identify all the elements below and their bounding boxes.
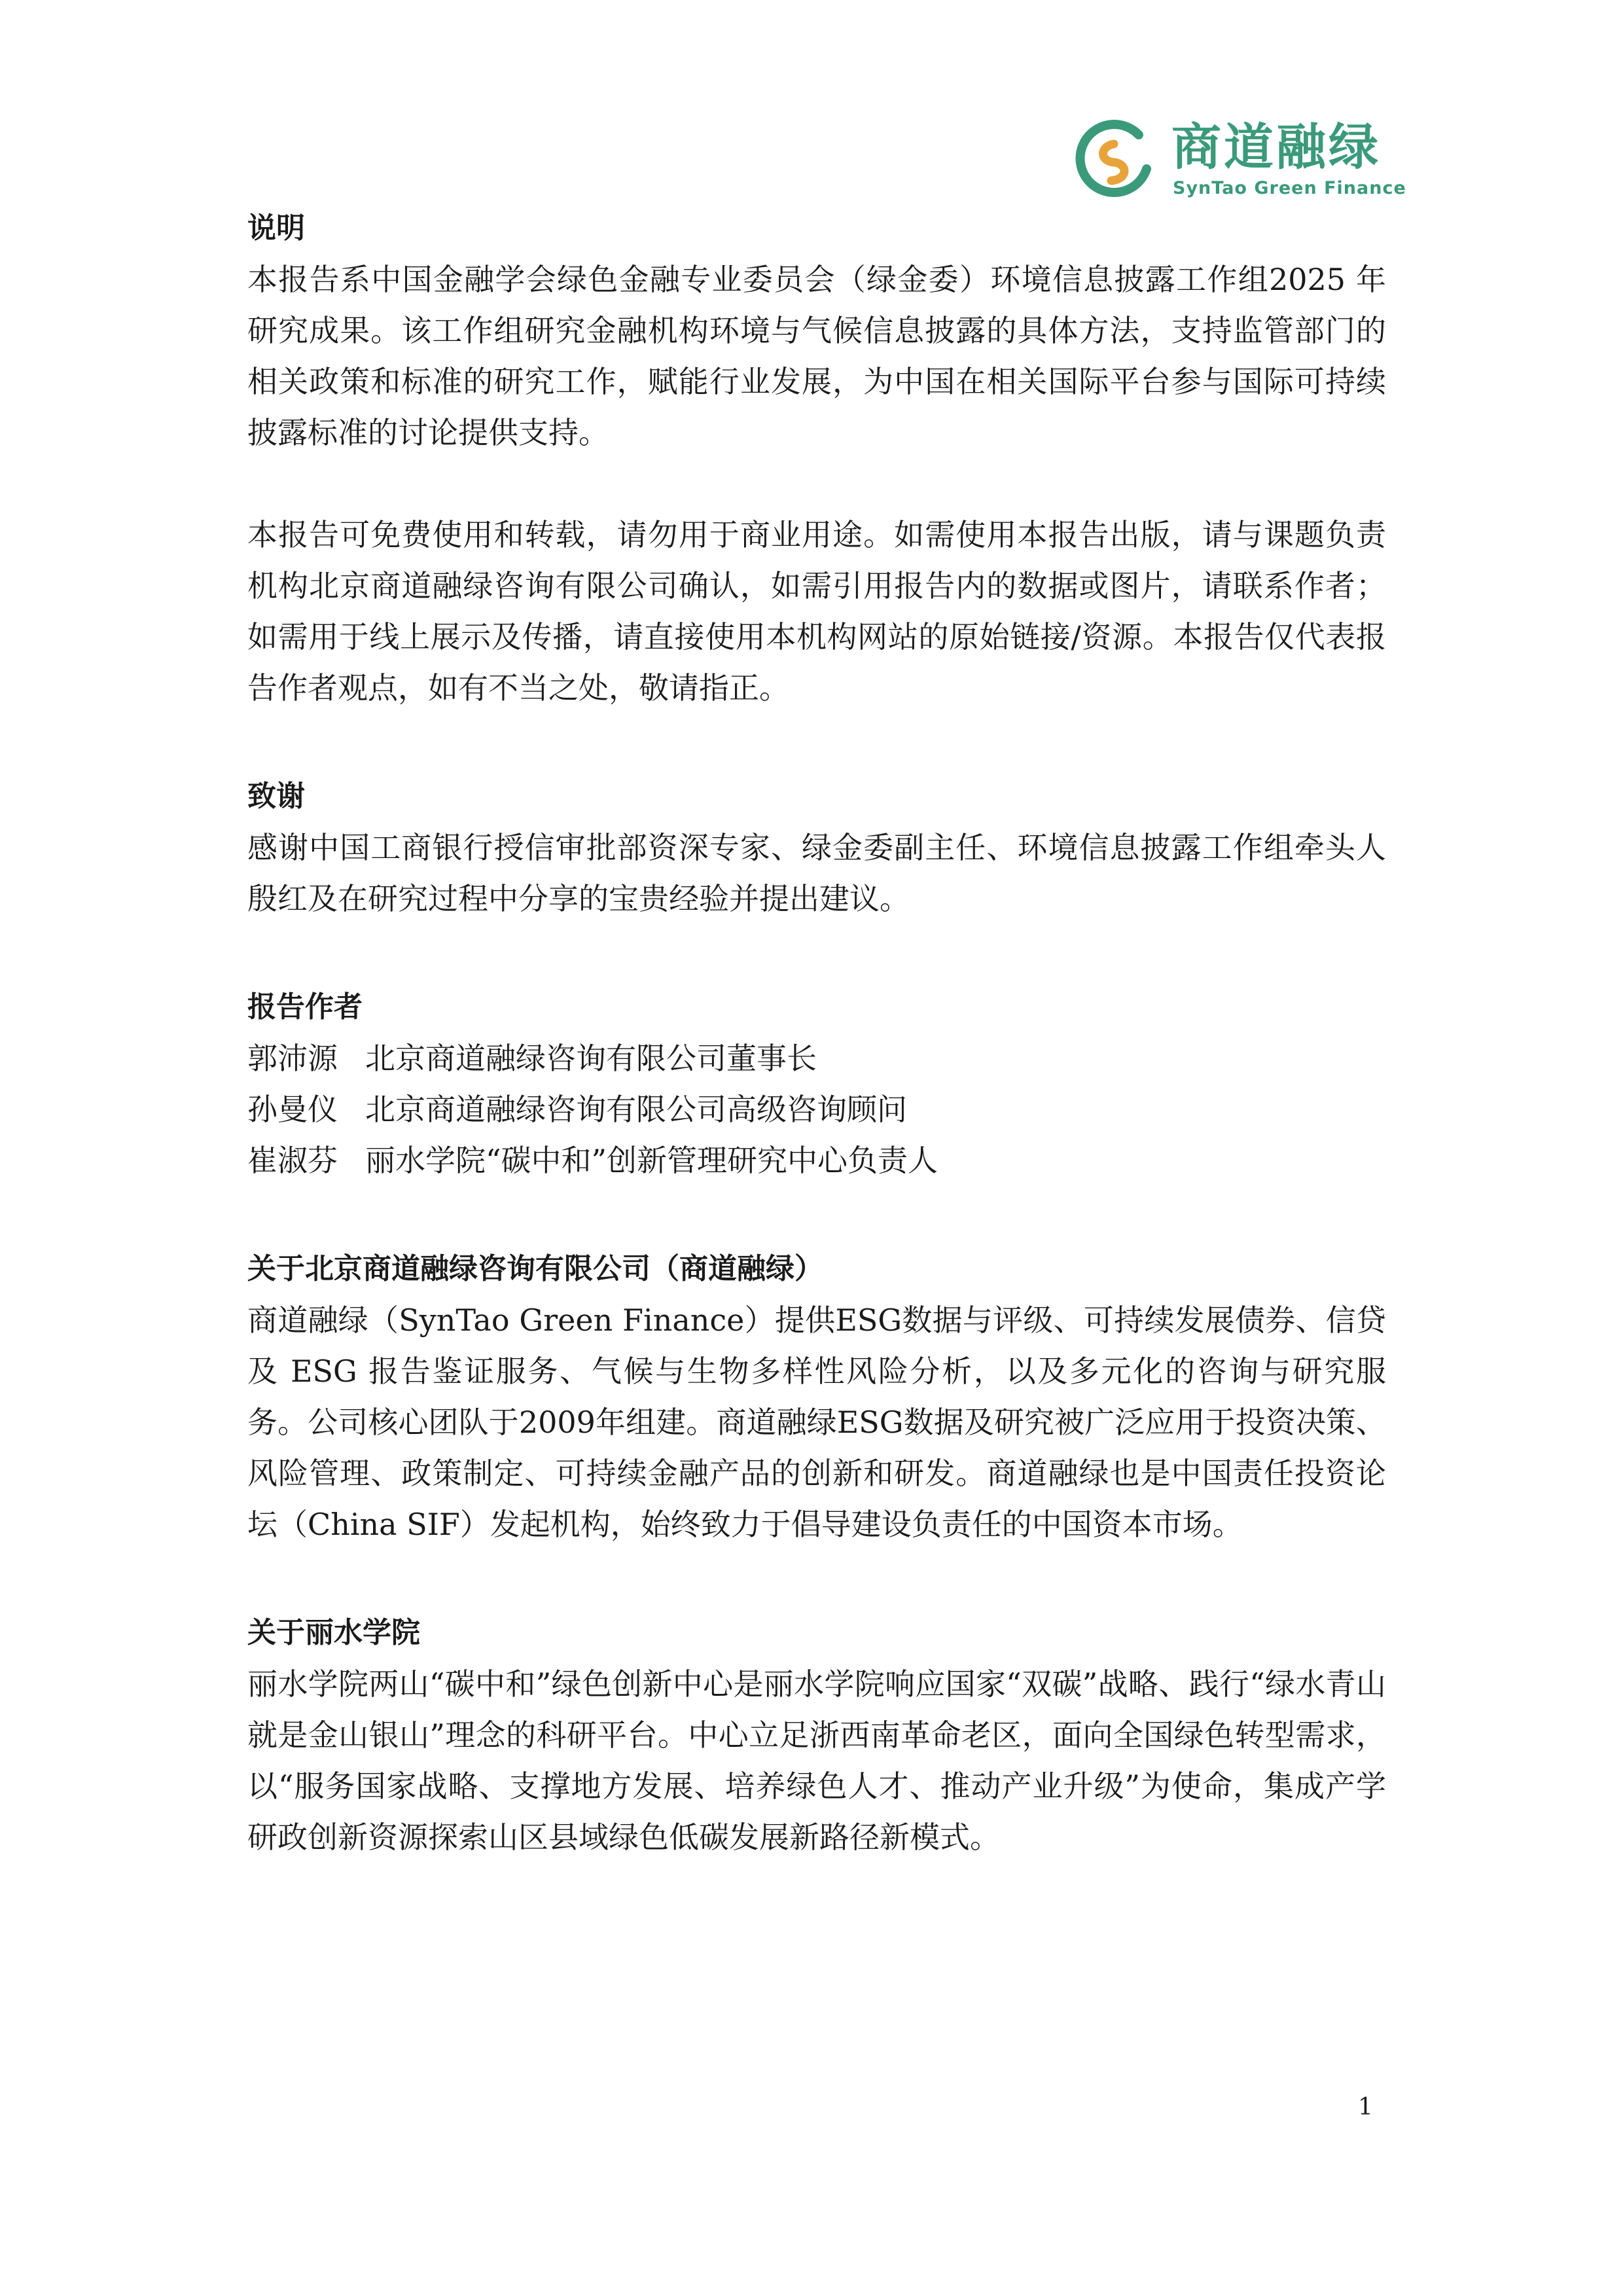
- document-body: [247, 203, 1386, 1920]
- author-role: 北京商道融绿咨询有限公司董事长: [365, 1041, 817, 1076]
- author-name: 崔淑芬: [247, 1143, 338, 1178]
- section-authors-title: 报告作者: [247, 990, 363, 1024]
- syntao-logo: [1073, 111, 1406, 209]
- section-note: [247, 203, 1386, 713]
- note-paragraph: 本报告可免费使用和转载，请勿用于商业用途。如需使用本报告出版，请与课题负责机构北京商道融绿咨询有限公司确认，如需引用报告内的数据或图片，请联系作者；如需用于线上展示及传播，请直接使用本机构网站的原始链接/资源。本报告仅代表报告作者观点，如有不当之处，敬请指正。: [247, 517, 1386, 706]
- section-thanks: [247, 771, 1386, 924]
- section-note-title: 说明: [247, 211, 305, 245]
- section-about-syntao-title: 关于北京商道融绿咨询有限公司（商道融绿）: [247, 1252, 823, 1285]
- author-role: 北京商道融绿咨询有限公司高级咨询顾问: [365, 1092, 907, 1127]
- about-lishui-paragraph: 丽水学院两山“碳中和”绿色创新中心是丽水学院响应国家“双碳”战略、践行“绿水青山就是金山银山”理念的科研平台。中心立足浙西南革命老区，面向全国绿色转型需求，以“服务国家战略、支撑地方发展、培养绿色人才、推动产业升级”为使命，集成产学研政创新资源探索山区县域绿色低碳发展新路径新模式。: [247, 1666, 1386, 1855]
- section-about-lishui-title: 关于丽水学院: [247, 1616, 420, 1649]
- section-thanks-title: 致谢: [247, 780, 305, 813]
- author-line: [247, 1033, 1386, 1084]
- author-role: 丽水学院“碳中和”创新管理研究中心负责人: [365, 1143, 938, 1178]
- section-authors: [247, 982, 1386, 1186]
- author-line: [247, 1135, 1386, 1186]
- logo-chinese-name: 商道融绿: [1171, 118, 1381, 176]
- author-name: 孙曼仪: [247, 1092, 338, 1127]
- syntao-logo-icon: [1073, 118, 1158, 203]
- thanks-paragraph: 感谢中国工商银行授信审批部资深专家、绿金委副主任、环境信息披露工作组牵头人殷红及在研究过程中分享的宝贵经验并提出建议。: [247, 830, 1386, 916]
- section-about-lishui: [247, 1607, 1386, 1863]
- logo-english-name: SynTao Green Finance: [1173, 178, 1406, 198]
- author-name: 郭沛源: [247, 1041, 338, 1076]
- section-about-syntao: [247, 1244, 1386, 1550]
- note-paragraph: 本报告系中国金融学会绿色金融专业委员会（绿金委）环境信息披露工作组2025 年研究成果。该工作组研究金融机构环境与气候信息披露的具体方法，支持监管部门的相关政策和标准的研究工作，赋能行业发展，为中国在相关国际平台参与国际可持续披露标准的讨论提供支持。: [247, 262, 1386, 450]
- author-line: [247, 1084, 1386, 1135]
- about-syntao-paragraph: 商道融绿（SynTao Green Finance）提供ESG数据与评级、可持续发展债券、信贷及 ESG 报告鉴证服务、气候与生物多样性风险分析，以及多元化的咨询与研究服务。公司核心团队于2009年组建。商道融绿ESG数据及研究被广泛应用于投资决策、风险管理、政策制定、可持续金融产品的创新和研发。商道融绿也是中国责任投资论坛（China SIF）发起机构，始终致力于倡导建设负责任的中国资本市场。: [247, 1302, 1386, 1542]
- page-number: 1: [1358, 2094, 1373, 2121]
